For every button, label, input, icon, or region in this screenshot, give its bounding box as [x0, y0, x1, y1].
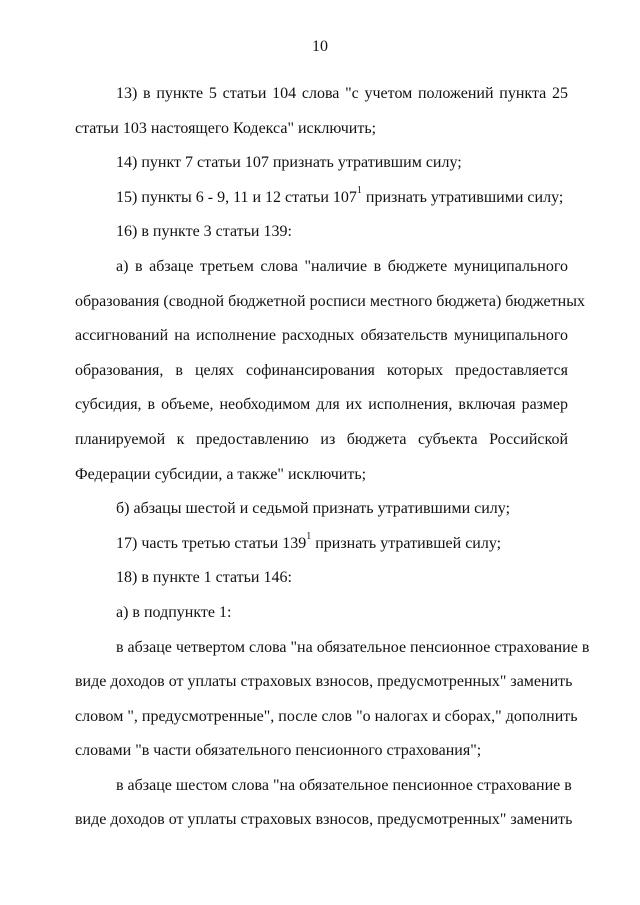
text-line: 13) в пункте 5 статьи 104 слова "с учетом положений пункта 25: [116, 85, 568, 102]
text-line: в абзаце четвертом слова "на обязательное пенсионное страхование в: [116, 638, 590, 656]
paragraph: [75, 181, 568, 216]
text-line: словами "в части обязательного пенсионного страхования";: [75, 742, 482, 760]
paragraph: [75, 561, 568, 596]
text-line: а) в абзаце третьем слова "наличие в бюджете муниципального: [116, 257, 568, 275]
text-line: виде доходов от уплаты страховых взносов, предусмотренных" заменить: [75, 811, 573, 829]
page-number: 10: [312, 38, 328, 55]
paragraph: [75, 146, 568, 181]
text-line: статьи 103 настоящего Кодекса" исключить;: [75, 119, 377, 137]
text-line: образования, в целях софинансирования которых предоставляется: [75, 361, 568, 379]
text-line: образования (сводной бюджетной росписи местного бюджета) бюджетных: [75, 292, 585, 310]
paragraph: [75, 769, 573, 838]
text-line: 18) в пункте 1 статьи 146:: [116, 569, 292, 587]
text-line: [75, 527, 568, 562]
text-line: в абзаце шестом слова "на обязательное пенсионное страхование в: [116, 776, 572, 794]
text-line: а) в подпункте 1:: [116, 603, 232, 621]
text-line: б) абзацы шестой и седьмой признать утратившими силу;: [116, 500, 511, 518]
paragraph: [75, 250, 585, 492]
text-segment: признать утратившими силу;: [361, 188, 564, 206]
document-body: [75, 77, 590, 838]
superscript-index: 1: [356, 185, 362, 197]
text-line: планируемой к предоставлению из бюджета субъекта Российской: [75, 430, 568, 448]
text-line: 16) в пункте 3 статьи 139:: [116, 223, 292, 241]
paragraph: [75, 492, 568, 527]
text-segment: 17) часть третью статьи 139: [116, 534, 307, 552]
paragraph: [75, 215, 568, 250]
text-line: [75, 181, 568, 216]
text-line: Федерации субсидии, а также" исключить;: [75, 465, 367, 483]
paragraph: [75, 596, 568, 631]
text-line: виде доходов от уплаты страховых взносов, предусмотренных" заменить: [75, 673, 573, 691]
paragraph: [75, 527, 568, 562]
text-line: словом ", предусмотренные", после слов "о налогах и сборах," дополнить: [75, 707, 578, 725]
text-segment: признать утратившей силу;: [311, 534, 502, 552]
superscript-index: 1: [306, 531, 312, 543]
paragraph: [75, 77, 568, 146]
text-line: 14) пункт 7 статьи 107 признать утратившим силу;: [116, 154, 462, 172]
text-line: субсидия, в объеме, необходимом для их исполнения, включая размер: [75, 396, 568, 414]
paragraph: [75, 631, 590, 769]
text-line: ассигнований на исполнение расходных обязательств муниципального: [75, 327, 568, 345]
text-segment: 15) пункты 6 - 9, 11 и 12 статьи 107: [116, 188, 357, 206]
